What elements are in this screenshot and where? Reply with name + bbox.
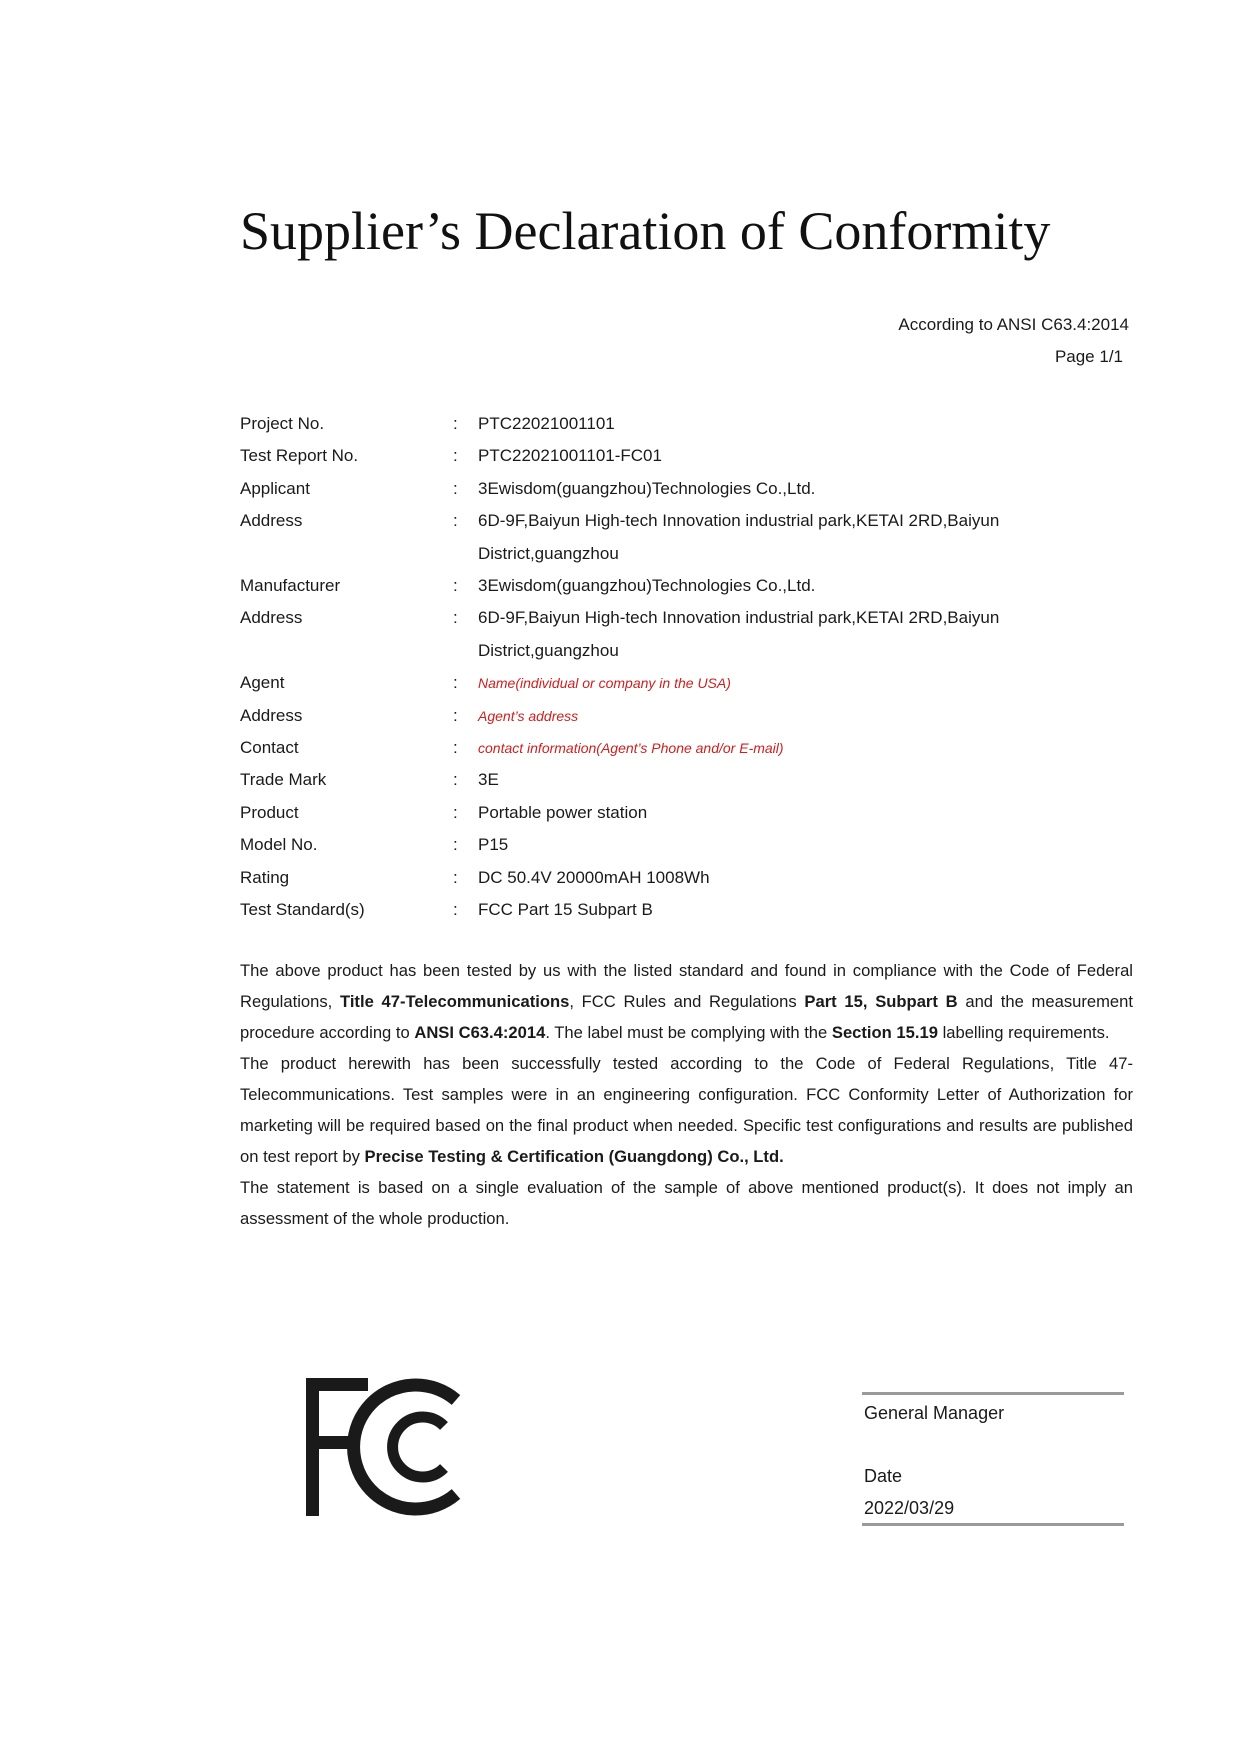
field-value: 6D-9F,Baiyun High-tech Innovation industrial park,KETAI 2RD,Baiyun — [478, 511, 1000, 531]
field-separator — [453, 635, 478, 667]
declaration-fields — [240, 408, 1140, 927]
field-separator: : — [453, 770, 458, 790]
signature-line — [862, 1392, 1124, 1395]
field-separator: : — [453, 608, 458, 628]
statement-text: The product herewith has been successfully tested according to the Code of Federal Regulations, Title 47-Telecommunications. Test samples were in an engineering configuration. FCC Conformity Letter of Authorization for marketing will be required based on the final product when needed. Specific test configurations and results are published on test report by — [240, 1054, 1133, 1166]
field-label: Trade Mark — [240, 770, 327, 790]
field-value: District,guangzhou — [478, 543, 619, 563]
statement-emphasis: Precise Testing & Certification (Guangdong) Co., Ltd. — [364, 1147, 784, 1166]
field-label: Test Standard(s) — [240, 900, 365, 920]
field-label: Address — [240, 608, 303, 628]
standard-reference: According to ANSI C63.4:2014 — [898, 315, 1129, 334]
field-row — [240, 862, 1140, 894]
field-separator: : — [453, 900, 458, 920]
field-label: Project No. — [240, 414, 325, 433]
document-title: Supplier’s Declaration of Conformity — [240, 201, 1051, 261]
field-separator: : — [453, 576, 458, 596]
fcc-logo-f-top — [306, 1378, 368, 1391]
fcc-logo-outer-c — [354, 1385, 456, 1509]
date-value: 2022/03/29 — [864, 1498, 955, 1518]
field-label — [240, 538, 453, 570]
statement-text: and the measurement procedure according to — [240, 992, 1134, 1042]
field-row — [240, 440, 1140, 472]
field-label: Address — [240, 511, 303, 531]
statement-text: , FCC Rules and Regulations — [569, 992, 805, 1011]
field-value: District,guangzhou — [478, 640, 619, 660]
field-row — [240, 797, 1140, 829]
field-row — [240, 635, 1140, 667]
field-row — [240, 732, 1140, 764]
statement-emphasis: Part 15, Subpart B — [804, 992, 958, 1011]
field-row — [240, 538, 1140, 570]
declaration-statement — [240, 955, 1133, 1234]
field-separator: : — [453, 511, 458, 531]
field-separator: : — [453, 835, 458, 855]
statement-emphasis: Section 15.19 — [831, 1023, 938, 1042]
statement-paragraph — [240, 1172, 1133, 1234]
field-label: Test Report No. — [240, 446, 359, 466]
field-separator: : — [453, 802, 458, 822]
field-row — [240, 473, 1140, 505]
statement-emphasis: ANSI C63.4:2014 — [414, 1023, 546, 1042]
field-label: Model No. — [240, 835, 318, 855]
statement-emphasis: Title 47-Telecommunications — [339, 992, 570, 1011]
field-label: Product — [240, 802, 299, 822]
field-separator: : — [453, 738, 458, 758]
field-label — [240, 635, 453, 667]
field-separator: : — [453, 867, 458, 887]
page-number: Page 1/1 — [1054, 347, 1123, 366]
field-value: Portable power station — [478, 802, 648, 822]
statement-text: The statement is based on a single evaluation of the sample of above mentioned product(s). It does not imply an assessment of the whole production. — [240, 1178, 1133, 1228]
field-row — [240, 829, 1140, 861]
field-value: 3E — [478, 770, 499, 790]
field-value: PTC22021001101 — [478, 414, 615, 433]
field-value: DC 50.4V 20000mAH 1008Wh — [478, 867, 710, 887]
field-value: Name(individual or company in the USA) — [478, 675, 731, 692]
statement-paragraph — [240, 1048, 1133, 1172]
statement-text: The above product has been tested by us with the listed standard and found in compliance with the Code of Federal Regulations, — [240, 961, 1133, 1011]
field-row — [240, 408, 1140, 440]
field-row — [240, 505, 1140, 537]
field-separator: : — [453, 446, 458, 466]
field-separator: : — [453, 414, 458, 433]
date-underline — [862, 1523, 1124, 1526]
field-separator: : — [453, 478, 458, 498]
field-label: Manufacturer — [240, 576, 341, 596]
field-value: 6D-9F,Baiyun High-tech Innovation industrial park,KETAI 2RD,Baiyun — [478, 608, 1000, 628]
statement-text: . The label must be complying with the — [545, 1023, 832, 1042]
field-row — [240, 894, 1140, 926]
field-value: 3Ewisdom(guangzhou)Technologies Co.,Ltd. — [478, 478, 816, 498]
fcc-logo-icon — [306, 1378, 481, 1516]
field-value: contact information(Agent’s Phone and/or E-mail) — [478, 740, 784, 757]
field-label: Rating — [240, 867, 290, 887]
field-label: Contact — [240, 738, 299, 758]
field-label: Address — [240, 705, 303, 725]
fcc-logo-inner-c — [393, 1417, 444, 1477]
field-separator: : — [453, 673, 458, 693]
date-label: Date — [864, 1466, 903, 1486]
field-separator: : — [453, 705, 458, 725]
field-value: P15 — [478, 835, 509, 855]
field-value: Agent’s address — [478, 707, 579, 724]
field-label: Applicant — [240, 478, 310, 498]
field-row — [240, 570, 1140, 602]
field-separator — [453, 538, 478, 570]
signatory-role: General Manager — [864, 1403, 1005, 1423]
field-label: Agent — [240, 673, 285, 693]
field-value: FCC Part 15 Subpart B — [478, 900, 653, 920]
field-value: PTC22021001101-FC01 — [478, 446, 662, 466]
statement-paragraph — [240, 955, 1133, 1048]
field-row — [240, 764, 1140, 796]
field-row — [240, 667, 1140, 699]
field-row — [240, 602, 1140, 634]
field-value: 3Ewisdom(guangzhou)Technologies Co.,Ltd. — [478, 576, 816, 596]
field-row — [240, 700, 1140, 732]
statement-text: labelling requirements. — [937, 1023, 1110, 1042]
